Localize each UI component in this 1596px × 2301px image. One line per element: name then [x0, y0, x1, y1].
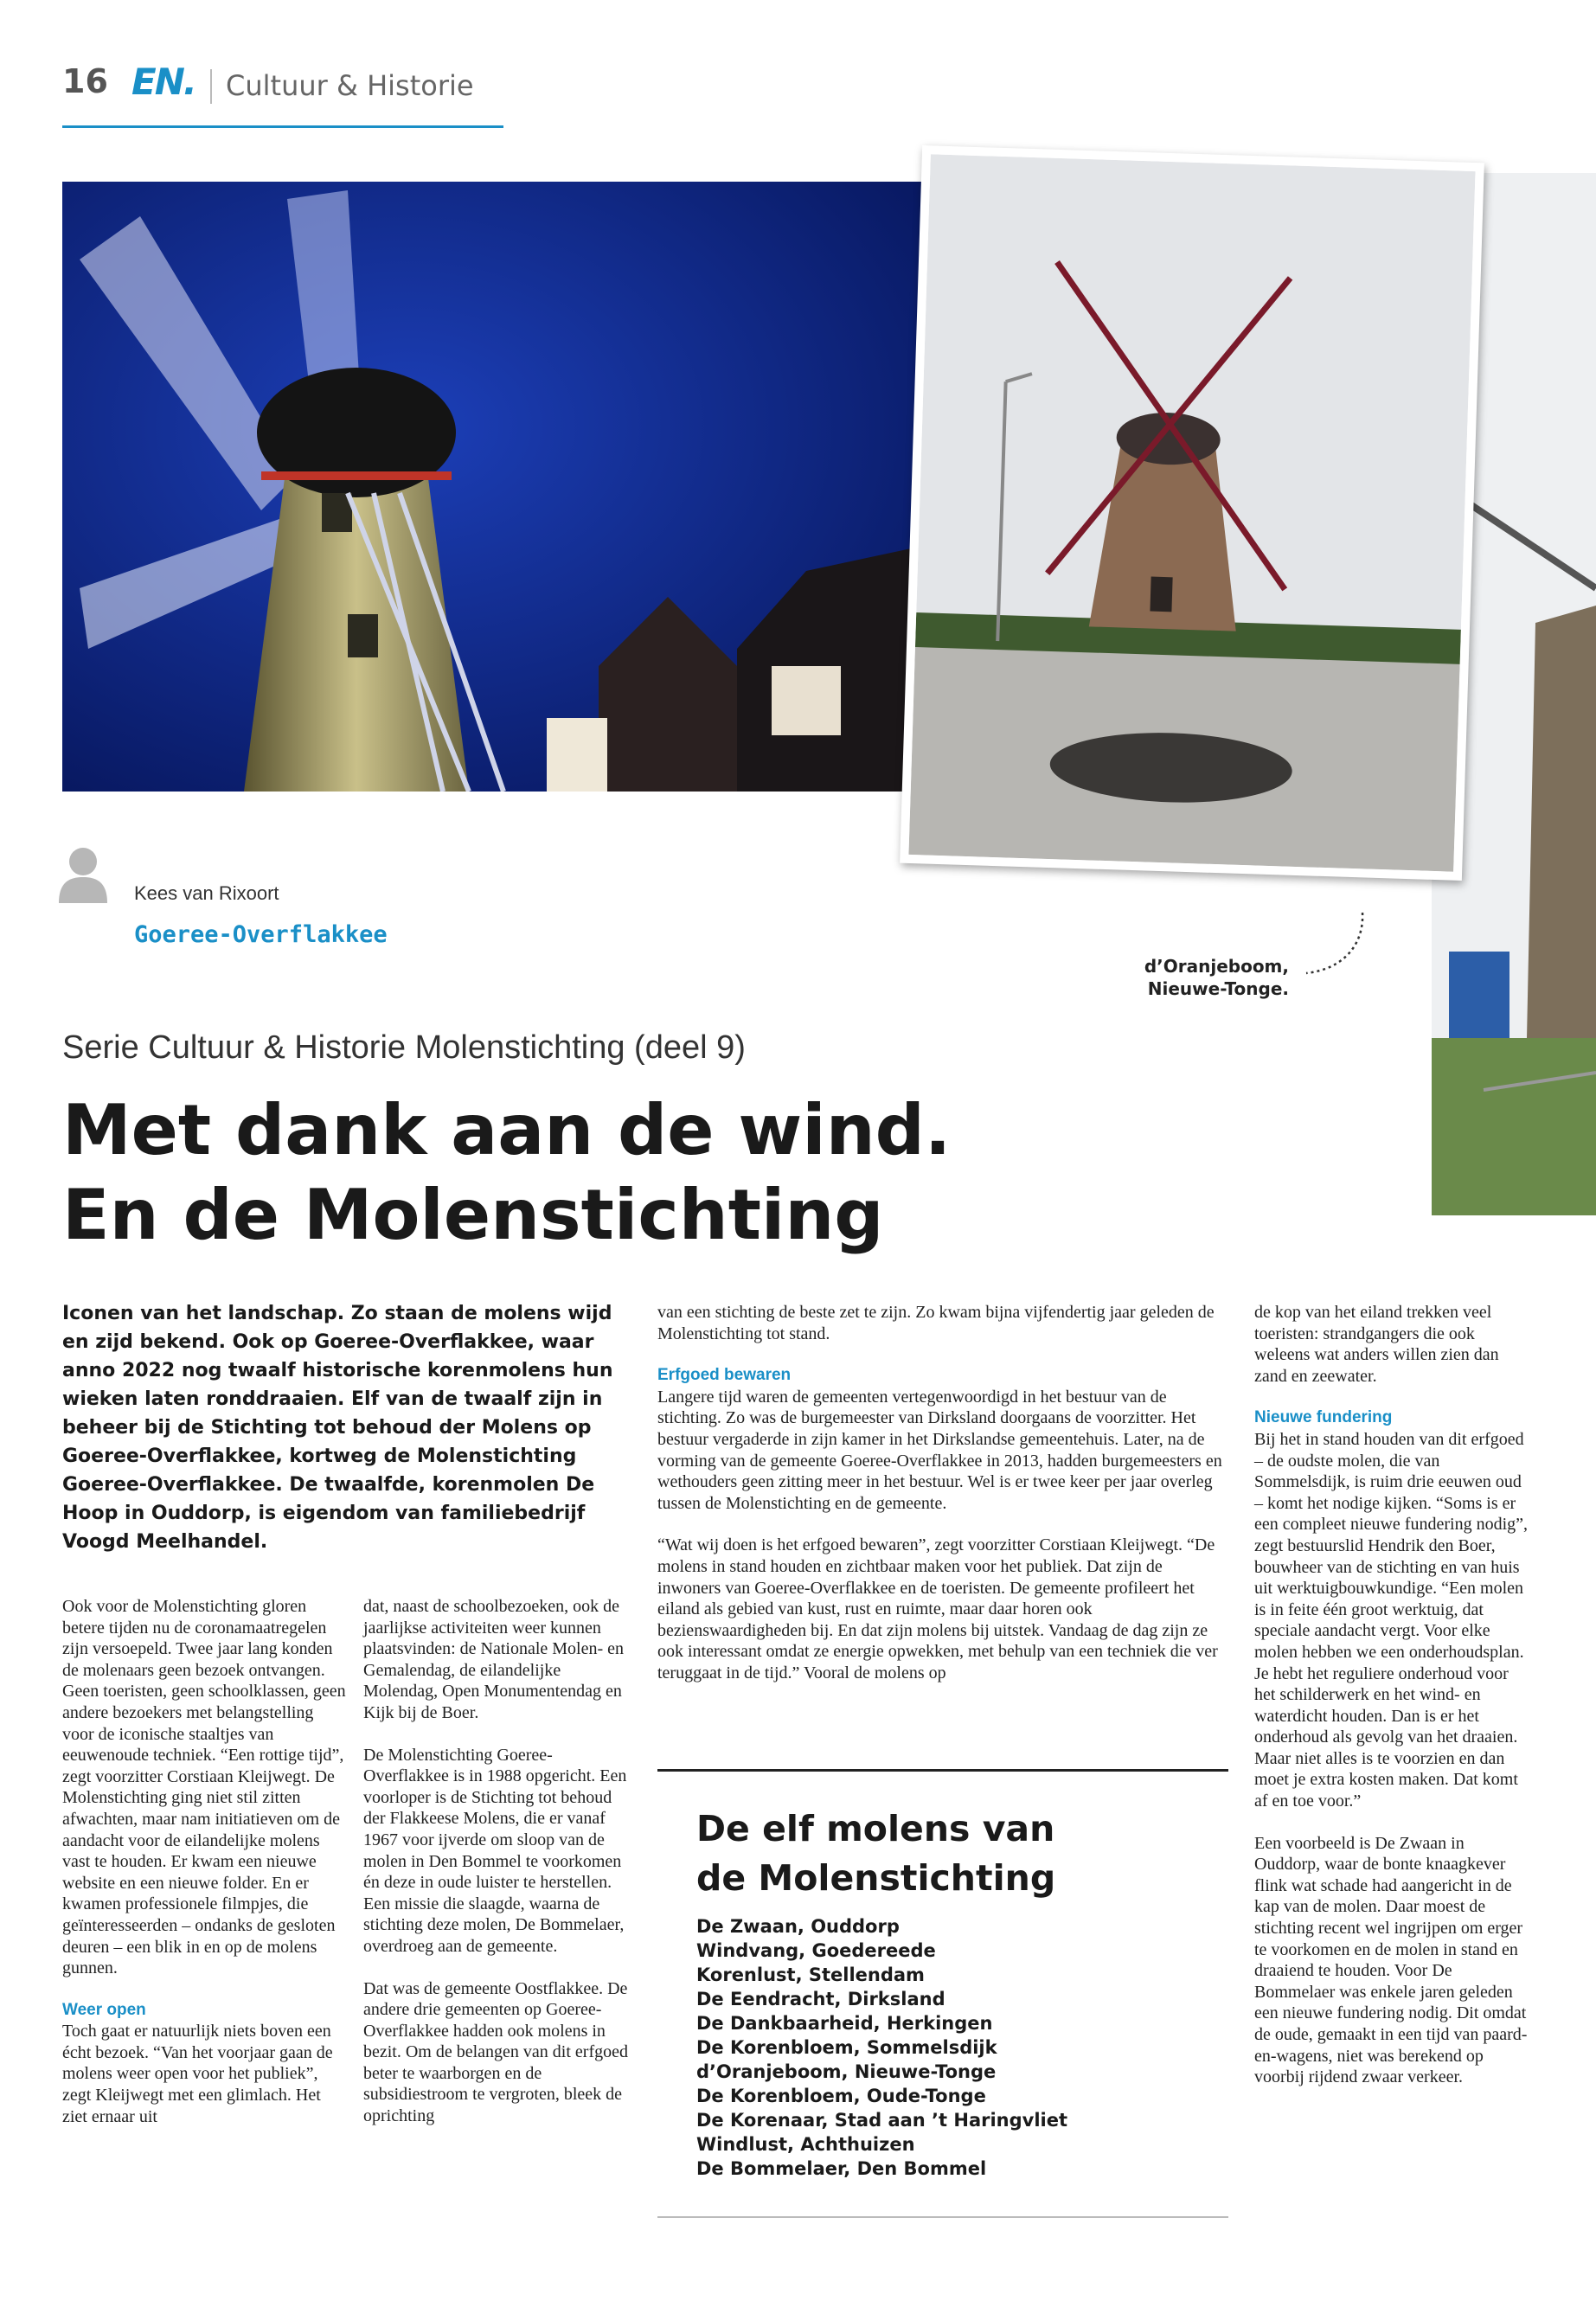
list-item: De Korenbloem, Oude-Tonge	[696, 2086, 986, 2106]
photo-caption	[1133, 955, 1289, 1000]
list-item: De Eendracht, Dirksland	[696, 1989, 945, 2009]
header-rule	[62, 125, 503, 128]
caption-pointer-icon	[1302, 908, 1371, 977]
subheading-erfgoed-bewaren: Erfgoed bewaren	[657, 1366, 792, 1385]
paragraph: Een voorbeeld is De Zwaan in Ouddorp, waar de bonte knaagkever flink wat schade had aangericht in de kap van de molen. Daar moest de stichting recent wel ingrijpen om erger te voorkomen en de molen in stand en draaiend te houden. Voor De Bommelaer was enkele jaren geleden een nieuwe fundering nodig. Dit omdat de oude, gemaakt in een tijd van paard-en-wagens, niet was berekend op voorbij rijdend zwaar verkeer.	[1254, 1833, 1528, 2087]
author-avatar-icon	[59, 846, 107, 903]
column-2	[363, 1596, 636, 2148]
paragraph: de kop van het eiland trekken veel toeristen: strandgangers die ook weleens wat anders willen zien dan zand en zeewater.	[1254, 1303, 1499, 1386]
list-item: Windvang, Goedereede	[696, 1940, 936, 1961]
list-item: De Dankbaarheid, Herkingen	[696, 2013, 993, 2034]
list-item: De Korenbloem, Sommelsdijk	[696, 2037, 997, 2058]
box-title	[696, 1804, 1215, 1903]
caption-line-2: Nieuwe-Tonge.	[1147, 978, 1289, 999]
subheading-nieuwe-fundering: Nieuwe fundering	[1254, 1408, 1393, 1427]
list-item: De Bommelaer, Den Bommel	[696, 2158, 987, 2179]
list-item: De Korenaar, Stad aan ’t Haringvliet	[696, 2110, 1068, 2131]
subheading-weer-open: Weer open	[62, 2000, 146, 2019]
paragraph: van een stichting de beste zet te zijn. Zo kwam bijna vijfendertig jaar geleden de Molenstichting tot stand.	[657, 1303, 1215, 1343]
article-title	[62, 1088, 951, 1258]
page-number: 16	[62, 62, 108, 100]
list-item: Windlust, Achthuizen	[696, 2134, 915, 2155]
box-title-line-1: De elf molens van	[696, 1808, 1055, 1849]
night-windmill-photo	[62, 182, 927, 792]
title-line-1: Met dank aan de wind.	[62, 1090, 952, 1170]
header-separator	[210, 69, 212, 104]
paragraph: Toch gaat er natuurlijk niets boven een écht bezoek. “Van het voorjaar gaan de molens weer open voor het publiek”, zegt Kleijwegt met een glimlach. Het ziet ernaar uit	[62, 2022, 333, 2126]
molens-list	[696, 1914, 1067, 2181]
box-bottom-rule	[657, 2216, 1228, 2218]
paragraph: Dat was de gemeente Oostflakkee. De andere drie gemeenten op Goeree-Overflakkee hadden ook molens in bezit. Om de belangen van dit erfgoed beter te waarborgen en de subsidiestroom te vergroten, bleek de oprichting	[363, 1978, 628, 2126]
list-item: Korenlust, Stellendam	[696, 1965, 925, 1985]
paragraph: Langere tijd waren de gemeenten vertegenwoordigd in het bestuur van de stichting. Zo was de burgemeester van Dirksland doorgaans de voorzitter. Het bestuur vergaderde in zijn kamer in het Dirkslandse gemeentehuis. Later, na de vorming van de gemeente Goeree-Overflakkee in 2013, hadden burgemeesters en wethouders geen zitting meer in het bestuur. Wel is er twee keer per jaar overleg tussen de Molenstichting en de gemeente.	[657, 1387, 1222, 1513]
region-label: Goeree-Overflakkee	[134, 921, 388, 948]
paragraph: De Molenstichting Goeree-Overflakkee is in 1988 opgericht. Een voorloper is de Stichting tot behoud der Flakkeese Molens, die er vanaf 1967 voor ijverde om sloop van de molen in Den Bommel te voorkomen én deze in oude luister te herstellen. Een missie die slaagde, waarna de stichting deze molen, De Bommelaer, overdroeg aan de gemeente.	[363, 1745, 627, 1956]
paragraph: Ook voor de Molenstichting gloren betere tijden nu de coronamaatregelen zijn versoepeld. Twee jaar lang konden de molenaars geen bezoek ontvangen. Geen toeristen, geen schoolklassen, geen andere bezoekers met belangstelling voor de iconische staaltjes van eeuwenoude techniek. “Een rottige tijd”, zegt voorzitter Corstiaan Kleijwegt. De Molenstichting ging niet stil zitten afwachten, maar nam initiatieven om de aandacht voor de eilandelijke molens vast te houden. Er kwam een nieuwe website en een nieuwe folder. En er kwamen professionele filmpjes, die geïnteresseerden – ondanks de gesloten deuren – een blik in en op de molens gunnen.	[62, 1597, 346, 1978]
box-top-rule	[657, 1769, 1228, 1772]
box-title-line-2: de Molenstichting	[696, 1857, 1056, 1899]
list-item: d’Oranjeboom, Nieuwe-Tonge	[696, 2061, 997, 2082]
paragraph: Bij het in stand houden van dit erfgoed – de oudste molen, die van Sommelsdijk, is ruim drie eeuwen oud – komt het nodige kijken. “Soms is er een compleet nieuwe fundering nodig”, zegt bestuurslid Hendrik den Boer, bouwheer van de stichting en van huis uit werktuigbouwkundige. “Een molen is in feite één groot werktuig, dat speciale aandacht vergt. Voor elke molen hebben we een onderhoudsplan. Je hebt het reguliere onderhoud voor het schilderwerk en het wind- en waterdicht houden. Dan is er het onderhoud als gevolg van het draaien. Maar niet alles is te voorzien en dan moet je extra kosten maken. Dat komt af en toe voor.”	[1254, 1429, 1528, 1811]
column-4	[1254, 1302, 1531, 2109]
article-lead: Iconen van het landschap. Zo staan de molens wijd en zijd bekend. Ook op Goeree-Overflakkee, waar anno 2022 nog twaalf historische korenmolens hun wieken laten ronddraaien. Elf van de twaalf zijn in beheer bij de Stichting tot behoud der Molens op Goeree-Overflakkee, kortweg de Molenstichting Goeree-Overflakkee. De twaalfde, korenmolen De Hoop in Ouddorp, is eigendom van familiebedrijf Voogd Meelhandel.	[62, 1303, 613, 1553]
series-label: Serie Cultuur & Historie Molenstichting (deel 9)	[62, 1029, 746, 1066]
author-name: Kees van Rixoort	[134, 882, 279, 904]
section-title: Cultuur & Historie	[226, 69, 474, 102]
caption-line-1: d’Oranjeboom,	[1144, 956, 1289, 977]
list-item: De Zwaan, Ouddorp	[696, 1916, 900, 1937]
newspaper-logo: EN.	[131, 61, 195, 103]
title-line-2: En de Molenstichting	[62, 1175, 884, 1255]
paragraph: dat, naast de schoolbezoeken, ook de jaarlijkse activiteiten weer kunnen plaatsvinden: de Nationale Molen- en Gemalendag, de eilandelijke Molendag, Open Monumentendag en Kijk bij de Boer.	[363, 1597, 625, 1722]
paragraph: “Wat wij doen is het erfgoed bewaren”, zegt voorzitter Corstiaan Kleijwegt. “De molens in stand houden en zichtbaar maken voor het publiek. Dat zijn de inwoners van Goeree-Overflakkee en de toeristen. De gemeente profileert het eiland als gebied van kust, rust en ruimte, maar daar horen ook bezienswaardigheden bij. En dat zijn molens bij uitstek. Vandaag de dag zijn ze ook interessant omdat ze energie opwekken, met behulp van een techniek die ver teruggaat in de tijd.” Vooral de molens op	[657, 1535, 1218, 1682]
column-1	[62, 1596, 348, 2148]
oranjeboom-photo	[900, 145, 1484, 881]
column-3	[657, 1302, 1228, 1705]
